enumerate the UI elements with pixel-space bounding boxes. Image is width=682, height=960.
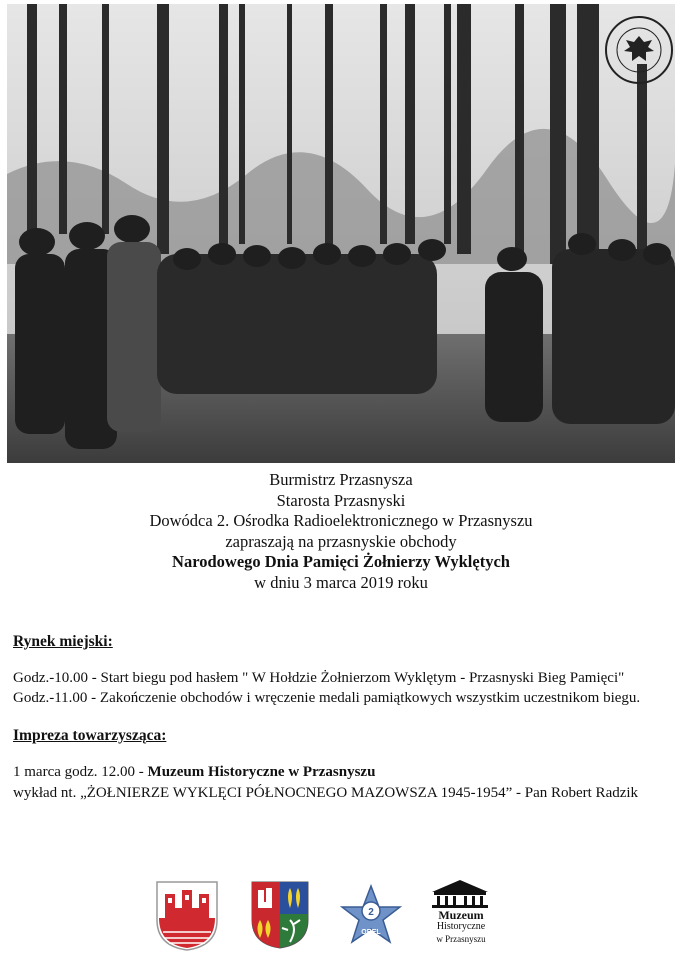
impreza-section-title: Impreza towarzysząca: (13, 727, 167, 744)
header-line-invite: zapraszają na przasnyskie obchody (225, 531, 457, 551)
orel-unit-abbr: OREL (361, 929, 381, 936)
header-line-event: Narodowego Dnia Pamięci Żołnierzy Wyklętych (172, 552, 510, 571)
rynek-section-title: Rynek miejski: (13, 633, 113, 650)
header-line-starost: Starosta Przasnyski (276, 490, 406, 510)
rynek-item-1: Godz.-10.00 - Start biegu pod hasłem " W Hołdzie Żołnierzom Wyklętym - Przasnyski Bieg Pamięci" (13, 670, 625, 686)
archival-photo (7, 4, 675, 463)
ipn-seal-icon (603, 14, 675, 86)
invitation-header (0, 470, 682, 593)
powiat-coat-of-arms-icon (250, 880, 310, 950)
museum-logo-text (426, 909, 496, 945)
museum-name-2: Historyczne (436, 921, 486, 932)
przasnysz-coat-of-arms-icon (155, 880, 219, 952)
forest-soldiers-image (7, 4, 675, 463)
impreza-venue: Muzeum Historyczne w Przasnyszu (147, 764, 376, 780)
museum-name-3: w Przasnyszu (436, 934, 486, 944)
museum-building-icon (428, 878, 492, 908)
rynek-item-2: Godz.-11.00 - Zakończenie obchodów i wręczenie medali pamiątkowych wszystkim uczestnikom biegu. (13, 690, 641, 706)
header-line-date: w dniu 3 marca 2019 roku (254, 572, 428, 592)
header-line-commander: Dowódca 2. Ośrodka Radioelektronicznego w Przasnyszu (149, 511, 533, 530)
orel-unit-number: 2 (368, 907, 374, 918)
orel-unit-badge-icon (340, 884, 402, 946)
impreza-date-line (13, 764, 375, 781)
impreza-date: 1 marca godz. 12.00 - (13, 764, 148, 780)
museum-name-1: Muzeum (438, 908, 484, 922)
header-line-mayor: Burmistrz Przasnysza (269, 470, 413, 489)
impreza-lecture: wykład nt. „ŻOŁNIERZE WYKLĘCI PÓŁNOCNEGO MAZOWSZA 1945-1954” - Pan Robert Radzik (13, 785, 639, 801)
logos-row (0, 876, 682, 956)
